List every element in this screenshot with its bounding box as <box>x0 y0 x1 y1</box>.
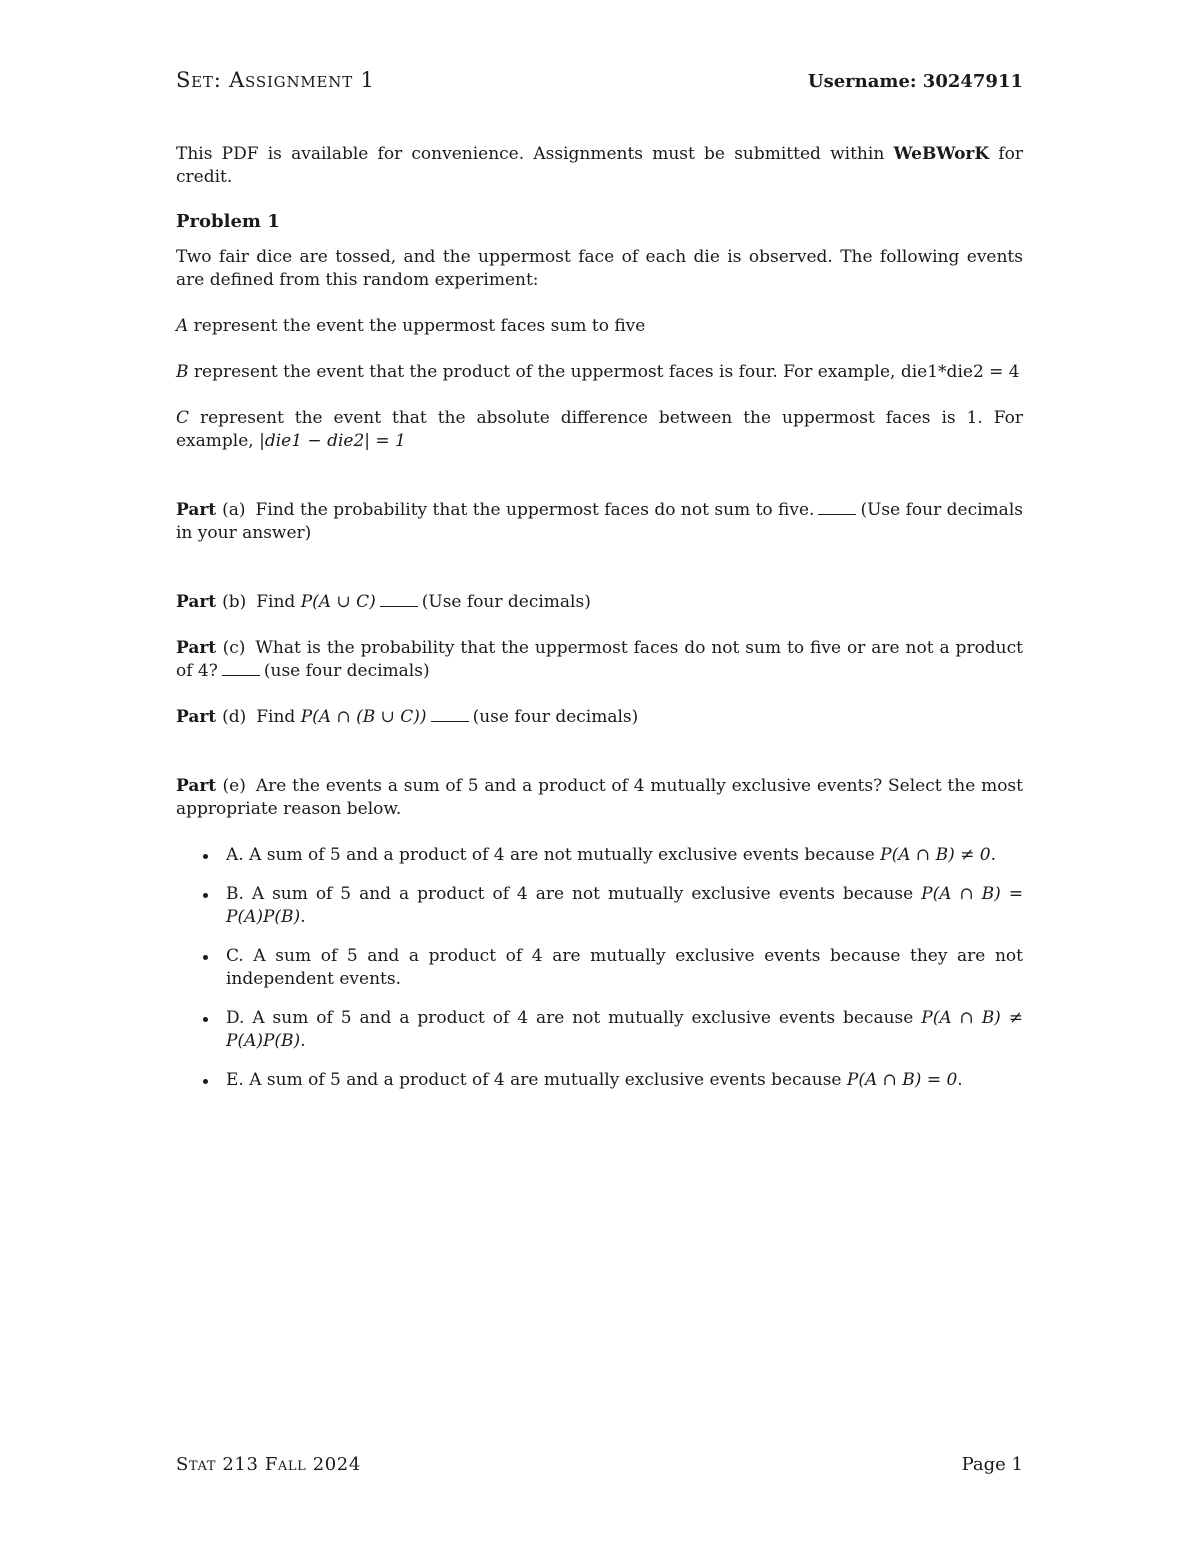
part-d-question: Find <box>256 707 301 727</box>
part-b <box>176 591 1023 614</box>
part-b-formula: P(A ∪ C) <box>300 592 376 612</box>
part-d-label: Part (d) <box>176 707 247 727</box>
part-e-choices <box>176 844 1023 1092</box>
availability-notice <box>176 143 1023 189</box>
part-d-formula: P(A ∩ (B ∪ C)) <box>300 707 427 727</box>
username-label: Username: 30247911 <box>807 71 1023 92</box>
event-a-text: represent the event the uppermost faces sum to five <box>188 316 646 336</box>
part-b-instruction: (Use four decimals) <box>421 592 591 612</box>
event-c-formula: |die1 − die2| = 1 <box>259 431 406 451</box>
notice-text-end: for credit. <box>176 144 1023 187</box>
part-a-answer-blank[interactable] <box>818 500 856 515</box>
page-footer <box>176 1454 1023 1475</box>
part-d <box>176 706 1023 729</box>
part-a-label: Part (a) <box>176 500 246 520</box>
part-d-answer-blank[interactable] <box>431 707 469 722</box>
event-b-definition <box>176 361 1023 384</box>
part-c <box>176 637 1023 683</box>
part-a <box>176 499 1023 545</box>
part-a-instruction: (Use four decimals in your answer) <box>176 500 1023 543</box>
choice-b[interactable]: B. A sum of 5 and a product of 4 are not mutually exclusive events because P(A ∩ B) = P(A)P(B). <box>226 884 1023 927</box>
event-c-variable: C <box>176 408 190 428</box>
part-c-answer-blank[interactable] <box>222 661 260 676</box>
event-c-text: represent the event that the absolute difference between the uppermost faces is 1. For example, <box>176 408 1023 451</box>
notice-text: This PDF is available for convenience. Assignments must be submitted within <box>176 144 894 164</box>
event-b-variable: B <box>176 362 189 382</box>
page-header <box>176 68 1023 92</box>
part-b-question: Find <box>256 592 301 612</box>
choice-c[interactable]: C. A sum of 5 and a product of 4 are mutually exclusive events because they are not independent events. <box>226 946 1023 989</box>
event-c-definition <box>176 407 1023 453</box>
problem-intro: Two fair dice are tossed, and the uppermost face of each die is observed. The following events are defined from this random experiment: <box>176 247 1023 290</box>
part-e <box>176 775 1023 821</box>
event-a-variable: A <box>176 316 189 336</box>
event-a-definition <box>176 315 1023 338</box>
part-c-instruction: (use four decimals) <box>263 661 430 681</box>
part-b-answer-blank[interactable] <box>380 592 418 607</box>
part-d-instruction: (use four decimals) <box>472 707 639 727</box>
choice-a[interactable]: A. A sum of 5 and a product of 4 are not mutually exclusive events because P(A ∩ B) ≠ 0. <box>226 844 1023 867</box>
document-body <box>176 143 1023 1108</box>
part-e-question: Are the events a sum of 5 and a product of 4 mutually exclusive events? Select the most appropriate reason below. <box>176 776 1023 819</box>
problem-title: Problem 1 <box>176 211 280 232</box>
page-number: Page 1 <box>961 1454 1023 1475</box>
part-c-label: Part (c) <box>176 638 246 658</box>
part-a-question: Find the probability that the uppermost faces do not sum to five. <box>255 500 815 520</box>
choice-e[interactable]: E. A sum of 5 and a product of 4 are mutually exclusive events because P(A ∩ B) = 0. <box>226 1069 1023 1092</box>
event-b-text: represent the event that the product of the uppermost faces is four. For example, die1*die2 = 4 <box>188 362 1020 382</box>
part-c-question: What is the probability that the uppermost faces do not sum to five or are not a product of 4? <box>176 638 1023 681</box>
assignment-set-title: Set: Assignment 1 <box>176 68 375 92</box>
webwork-brand: WeBWorK <box>893 144 990 164</box>
part-b-label: Part (b) <box>176 592 247 612</box>
part-e-label: Part (e) <box>176 776 246 796</box>
choice-d[interactable]: D. A sum of 5 and a product of 4 are not mutually exclusive events because P(A ∩ B) ≠ P(A)P(B). <box>226 1008 1023 1051</box>
course-label: Stat 213 Fall 2024 <box>176 1454 361 1475</box>
